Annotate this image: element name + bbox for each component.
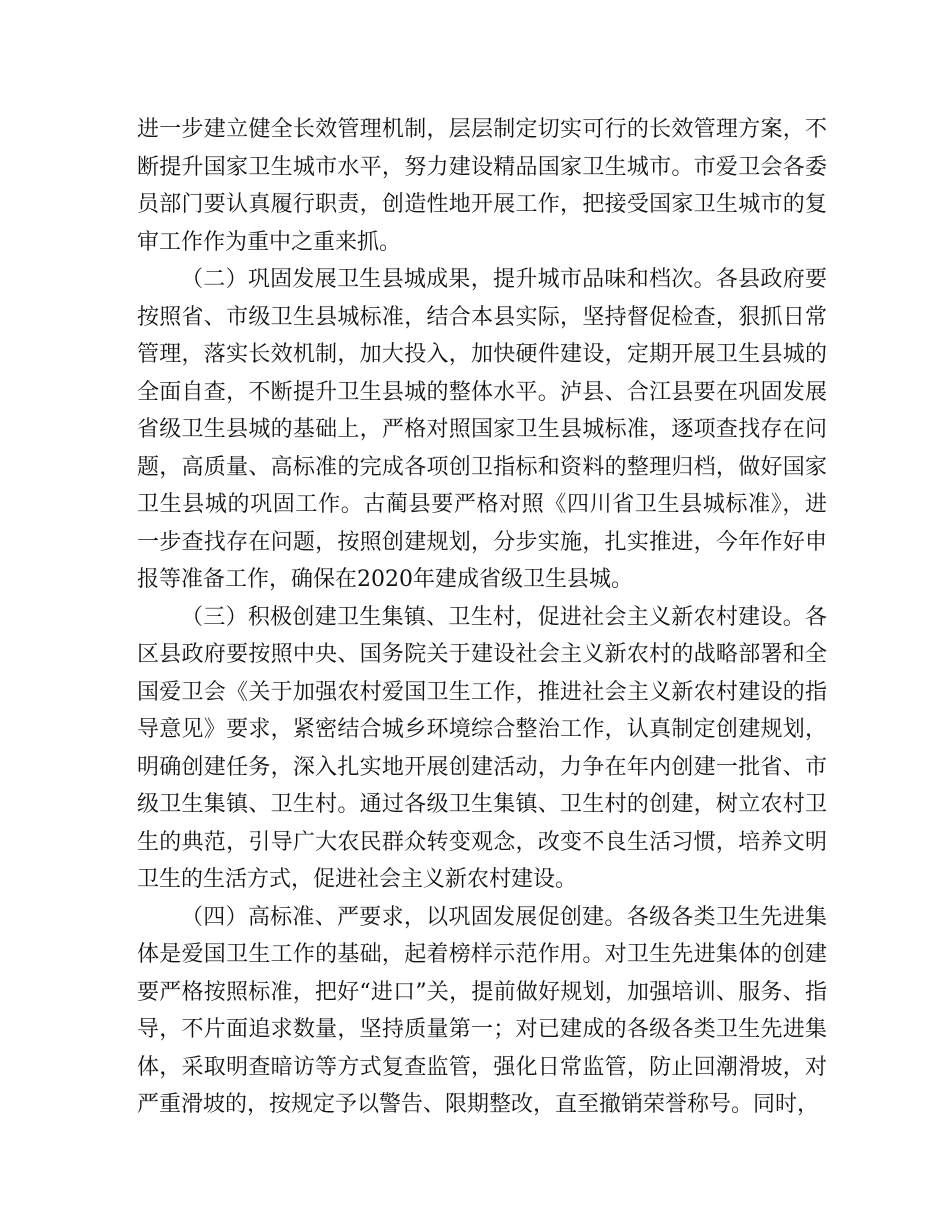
paragraph-3-towns-villages: （三）积极创建卫生集镇、卫生村，促进社会主义新农村建设。各区县政府要按照中央、国务院关于建设社会主义新农村的战略部署和全国爱卫会《关于加强农村爱国卫生工作，推进社会主义新农村建设的指导意见》要求，紧密结合城乡环境综合整治工作，认真制定创建规划，明确创建任务，深入扎实地开展创建活动，力争在年内创建一批省、市级卫生集镇、卫生村。通过各级卫生集镇、卫生村的创建，树立农村卫生的典范，引导广大农民群众转变观念，改变不良生活习惯，培养文明卫生的生活方式，促进社会主义新农村建设。 [137, 604, 827, 892]
document-body [137, 111, 827, 1124]
paragraph-1-continuation: 进一步建立健全长效管理机制，层层制定切实可行的长效管理方案，不断提升国家卫生城市水平，努力建设精品国家卫生城市。市爱卫会各委员部门要认真履行职责，创造性地开展工作，把接受国家卫生城市的复审工作作为重中之重来抓。 [137, 117, 827, 255]
paragraph-2-county-towns: （二）巩固发展卫生县城成果，提升城市品味和档次。各县政府要按照省、市级卫生县城标准，结合本县实际，坚持督促检查，狠抓日常管理，落实长效机制，加大投入，加快硬件建设，定期开展卫生县城的全面自查，不断提升卫生县城的整体水平。泸县、合江县要在巩固发展省级卫生县城的基础上，严格对照国家卫生县城标准，逐项查找存在问题，高质量、高标准的完成各项创卫指标和资料的整理归档，做好国家卫生县城的巩固工作。古蔺县要严格对照《四川省卫生县城标准》，进一步查找存在问题，按照创建规划，分步实施，扎实推进，今年作好申报等准备工作，确保在2020年建成省级卫生县城。 [137, 267, 827, 592]
paragraph-4-standards: （四）高标准、严要求，以巩固发展促创建。各级各类卫生先进集体是爱国卫生工作的基础，起着榜样示范作用。对卫生先进集体的创建要严格按照标准，把好“进口”关，提前做好规划，加强培训、服务、指导，不片面追求数量，坚持质量第一；对已建成的各级各类卫生先进集体，采取明查暗访等方式复查监管，强化日常监管，防止回潮滑坡，对严重滑坡的，按规定予以警告、限期整改，直至撤销荣誉称号。同时， [137, 904, 827, 1117]
